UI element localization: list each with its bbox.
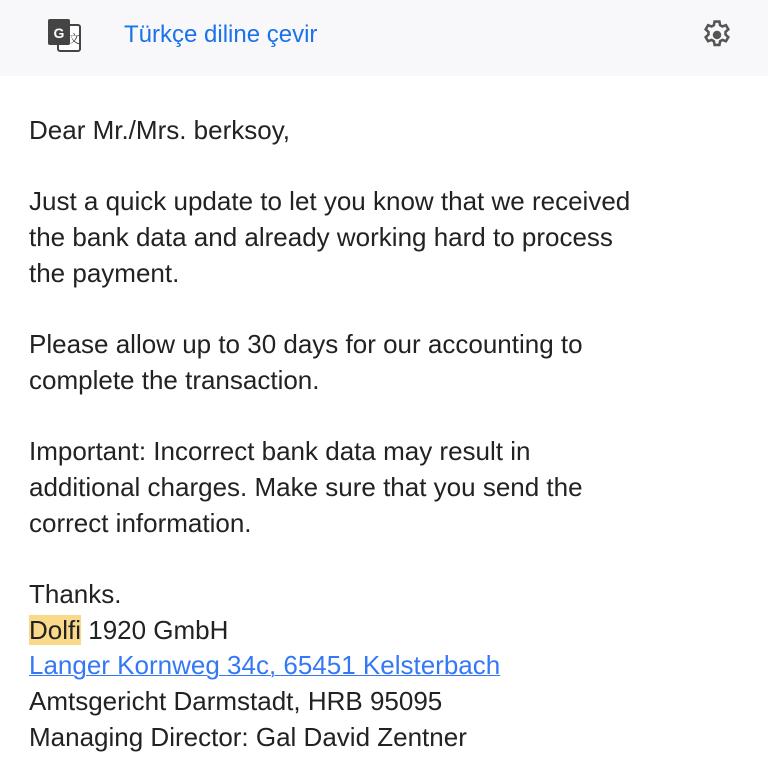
email-body <box>29 113 630 755</box>
address-line <box>29 648 630 684</box>
paragraph-line: the payment. <box>29 257 180 288</box>
signature-director: Managing Director: Gal David Zentner <box>29 721 467 752</box>
paragraph-line: complete the transaction. <box>29 364 320 395</box>
company-name-rest: 1920 GmbH <box>81 614 229 645</box>
paragraph-line: Please allow up to 30 days for our accounting to <box>29 329 583 360</box>
svg-text:文: 文 <box>67 32 81 46</box>
signature-company <box>29 613 630 649</box>
paragraph-line: the bank data and already working hard to process <box>29 222 613 253</box>
svg-text:G: G <box>53 25 65 41</box>
greeting: Dear Mr./Mrs. berksoy, <box>29 115 291 145</box>
translate-to-turkish-link[interactable]: Türkçe diline çevir <box>124 21 318 48</box>
paragraph-line: Just a quick update to let you know that we received <box>29 186 631 217</box>
address-link[interactable]: Langer Kornweg 34c, 65451 Kelsterbach <box>29 650 501 681</box>
paragraph-line: correct information. <box>29 507 252 538</box>
google-translate-icon[interactable] <box>46 17 82 53</box>
settings-gear-icon[interactable] <box>700 18 734 52</box>
paragraph-line: Important: Incorrect bank data may result in <box>29 436 531 467</box>
search-highlight: Dolfi <box>29 614 82 645</box>
signature-registry: Amtsgericht Darmstadt, HRB 95095 <box>29 686 443 716</box>
signature-thanks: Thanks. <box>29 578 122 609</box>
translate-bar <box>0 0 768 76</box>
paragraph-line: additional charges. Make sure that you send the <box>29 471 583 502</box>
